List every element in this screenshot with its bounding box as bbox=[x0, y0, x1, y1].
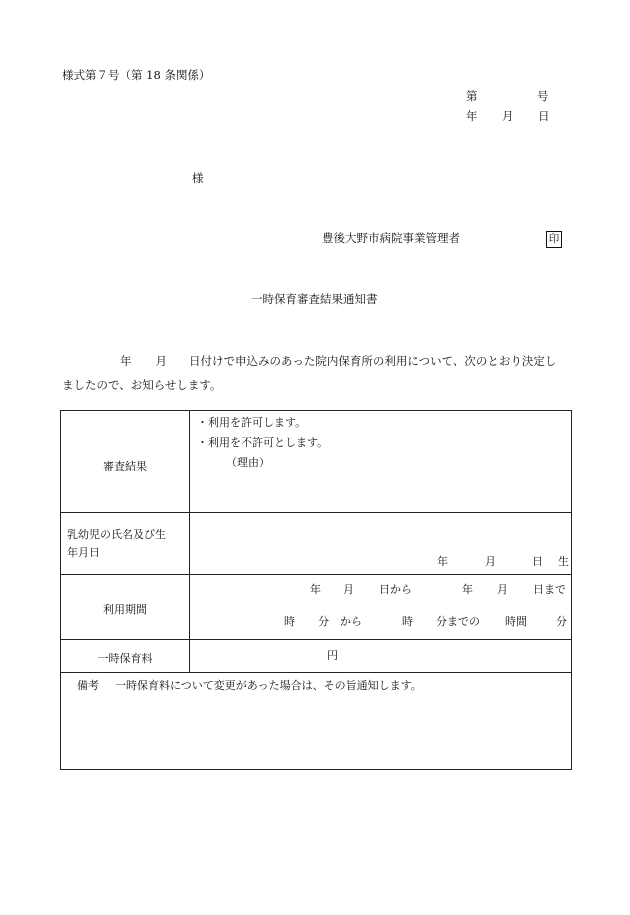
body-year: 年 bbox=[120, 354, 132, 368]
period-to-day: 日まで bbox=[533, 583, 566, 596]
result-reason: （理由） bbox=[226, 456, 270, 469]
child-label-line1: 乳幼児の氏名及び生 bbox=[67, 528, 166, 541]
fee-row bbox=[61, 640, 572, 673]
date-year: 年 bbox=[466, 109, 478, 123]
child-row bbox=[61, 513, 572, 575]
fee-unit: 円 bbox=[327, 649, 338, 662]
result-option-deny: ・利用を不許可とします。 bbox=[197, 436, 329, 449]
child-value-cell bbox=[190, 513, 572, 575]
child-birth-suffix: 生 bbox=[558, 555, 569, 568]
remarks-text: 一時保育料について変更があった場合は、その旨通知します。 bbox=[115, 679, 422, 692]
period-to-year: 年 bbox=[462, 583, 473, 596]
seal-box: 印 bbox=[546, 231, 562, 248]
document-number-prefix: 第 bbox=[466, 89, 478, 103]
body-paragraph bbox=[62, 349, 577, 397]
fee-label: 一時保育料 bbox=[97, 652, 153, 665]
result-option-permit: ・利用を許可します。 bbox=[197, 416, 307, 429]
period-to-minute: 分までの bbox=[436, 615, 480, 628]
period-value-cell bbox=[190, 575, 572, 640]
fee-value-cell bbox=[190, 640, 572, 673]
date-day: 日 bbox=[538, 109, 550, 123]
period-from-year: 年 bbox=[310, 583, 321, 596]
result-label-cell bbox=[61, 411, 190, 513]
body-line1: 日付けで申込みのあった院内保育所の利用について、次のとおり決定し bbox=[189, 354, 557, 368]
period-from-minute: 分 bbox=[318, 615, 329, 628]
period-to-hour: 時 bbox=[402, 615, 413, 628]
result-row bbox=[61, 411, 572, 513]
document-number-suffix: 号 bbox=[537, 89, 549, 103]
child-birth-month: 月 bbox=[485, 555, 496, 568]
child-birth-year: 年 bbox=[437, 555, 448, 568]
period-kara: から bbox=[340, 615, 362, 628]
sender-name: 豊後大野市病院事業管理者 bbox=[322, 231, 460, 245]
child-birth-day: 日 bbox=[532, 555, 543, 568]
document-title: 一時保育審査結果通知書 bbox=[251, 292, 378, 306]
child-label-cell bbox=[61, 513, 190, 575]
period-minutes: 分 bbox=[556, 615, 567, 628]
remarks-cell bbox=[61, 673, 572, 770]
period-from-hour: 時 bbox=[284, 615, 295, 628]
fee-label-cell bbox=[61, 640, 190, 673]
period-hours: 時間 bbox=[505, 615, 527, 628]
remarks-row bbox=[61, 673, 572, 770]
child-label-line2: 年月日 bbox=[67, 546, 100, 559]
result-label: 審査結果 bbox=[103, 460, 147, 473]
recipient-honorific: 様 bbox=[192, 171, 204, 185]
period-label: 利用期間 bbox=[103, 603, 147, 616]
body-month: 月 bbox=[155, 354, 167, 368]
period-row bbox=[61, 575, 572, 640]
date-month: 月 bbox=[502, 109, 514, 123]
form-number: 様式第７号（第 18 条関係） bbox=[62, 68, 211, 82]
period-label-cell bbox=[61, 575, 190, 640]
result-value-cell bbox=[190, 411, 572, 513]
period-to-month: 月 bbox=[497, 583, 508, 596]
remarks-label: 備考 bbox=[77, 679, 99, 692]
period-from-day: 日から bbox=[379, 583, 412, 596]
period-from-month: 月 bbox=[343, 583, 354, 596]
result-table bbox=[60, 410, 572, 770]
body-line2: ましたので、お知らせします。 bbox=[62, 378, 222, 392]
